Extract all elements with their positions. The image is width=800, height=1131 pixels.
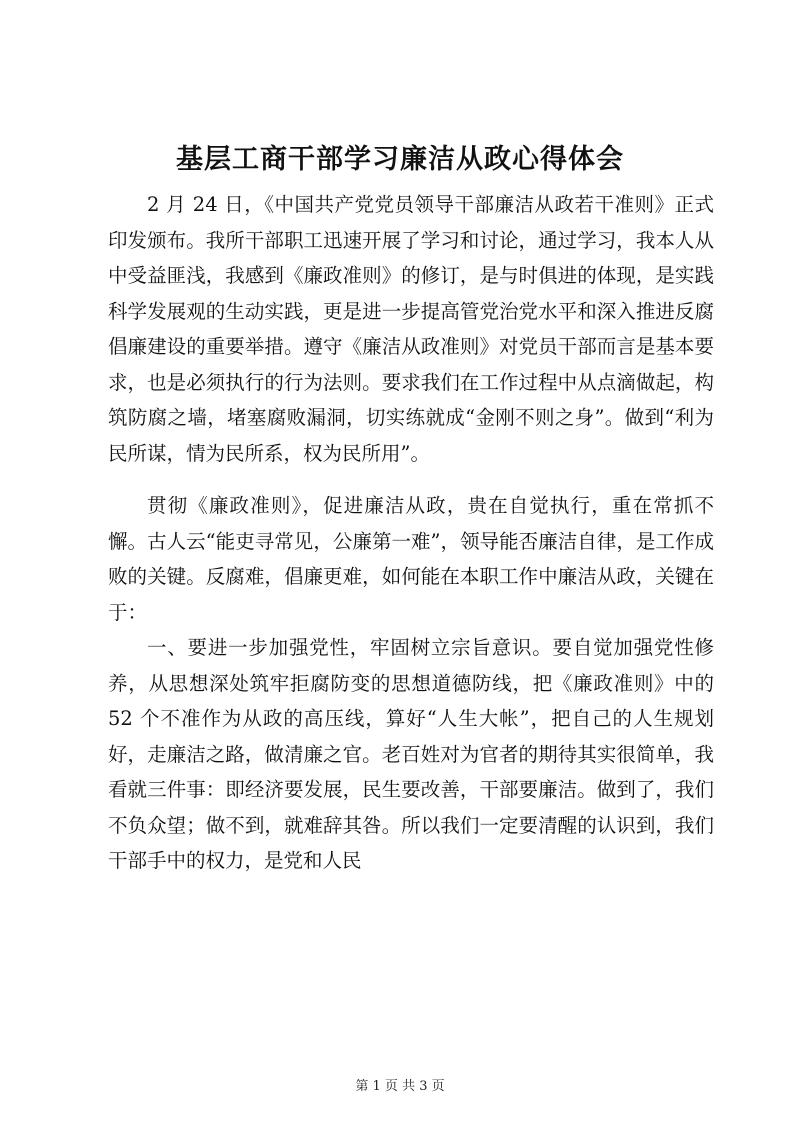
page-footer: 第 1 页 共 3 页 (355, 1079, 445, 1094)
paragraph-3: 一、要进一步加强党性，牢固树立宗旨意识。要自觉加强党性修养，从思想深处筑牢拒腐防变的思想道德防线，把《廉政准则》中的 52 个不准作为从政的高压线，算好“人生大帐”，把自己的人生规划好，走廉洁之路，做清廉之官。老百姓对为官者的期待其实很简单，我看就三件事：即经济要发展，民生要改善，干部要廉洁。做到了，我们不负众望；做不到，就难辞其咎。所以我们一定要清醒的认识到，我们干部手中的权力，是党和人民 (108, 636, 714, 872)
paragraph-1: 2 月 24 日，《中国共产党党员领导干部廉洁从政若干准则》正式印发颁布。我所干部职工迅速开展了学习和讨论，通过学习，我本人从中受益匪浅，我感到《廉政准则》的修订，是与时俱进的体现，是实践科学发展观的生动实践，更是进一步提高管党治党水平和深入推进反腐倡廉建设的重要举措。遵守《廉洁从政准则》对党员干部而言是基本要求，也是必须执行的行为法则。要求我们在工作过程中从点滴做起，构筑防腐之墙，堵塞腐败漏洞，切实练就成“金刚不则之身”。做到“利为民所谋，情为民所系，权为民所用”。 (108, 193, 714, 465)
document-body (108, 187, 714, 879)
document-title: 基层工商干部学习廉洁从政心得体会 (176, 144, 624, 175)
paragraph-2: 贯彻《廉政准则》，促进廉洁从政，贵在自觉执行，重在常抓不懈。古人云“能吏寻常见，公廉第一难”，领导能否廉洁自律，是工作成败的关键。反腐难，倡廉更难，如何能在本职工作中廉洁从政，关键在于： (108, 494, 714, 624)
